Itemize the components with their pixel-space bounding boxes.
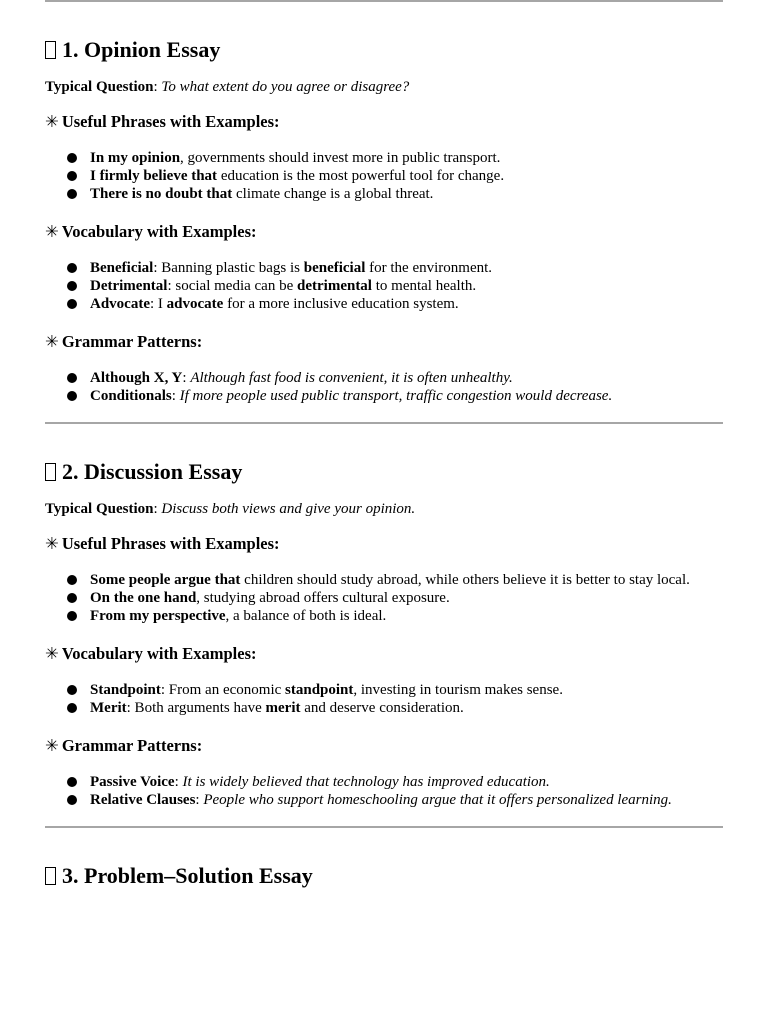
- section-title: [45, 863, 723, 889]
- list-item: [45, 185, 723, 203]
- vocab-example-pre: : Banning plastic bags is: [153, 260, 304, 276]
- filled-circle-bullet-icon: [67, 575, 77, 585]
- vocab-term: Detrimental: [90, 278, 168, 294]
- phrase-rest: education is the most powerful tool for change.: [217, 168, 505, 184]
- list-item: [45, 607, 723, 625]
- phrases-heading-text: Useful Phrases with Examples:: [61, 112, 280, 131]
- colon-separator: :: [195, 792, 204, 808]
- list-item: [45, 773, 723, 791]
- phrase-bold: I firmly believe that: [90, 168, 218, 184]
- vocab-term: Beneficial: [90, 260, 154, 276]
- section-opinion-essay: [45, 2, 723, 422]
- vocab-example-post: and deserve consideration.: [300, 700, 464, 716]
- filled-circle-bullet-icon: [67, 189, 77, 199]
- typical-question: [45, 78, 723, 96]
- list-item: [45, 149, 723, 167]
- list-item: [45, 589, 723, 607]
- grammar-heading: [45, 332, 723, 352]
- vocab-example-pre: : I: [150, 296, 167, 312]
- vocab-example-pre: : Both arguments have: [126, 700, 266, 716]
- list-item: [45, 295, 723, 313]
- missing-glyph-box-icon: [45, 463, 56, 481]
- filled-circle-bullet-icon: [67, 685, 77, 695]
- asterisk-star-icon: ✳: [45, 332, 59, 351]
- section-discussion-essay: [45, 424, 723, 826]
- phrase-rest: climate change is a global threat.: [232, 186, 434, 202]
- phrase-rest: , a balance of both is ideal.: [225, 608, 387, 624]
- phrases-list: [45, 571, 723, 625]
- document-page: [45, 0, 723, 889]
- colon-separator: :: [171, 388, 180, 404]
- list-item: [45, 369, 723, 387]
- phrase-rest: , governments should invest more in public transport.: [180, 150, 501, 166]
- filled-circle-bullet-icon: [67, 795, 77, 805]
- vocab-example-word: standpoint: [285, 682, 354, 698]
- filled-circle-bullet-icon: [67, 281, 77, 291]
- grammar-example: People who support homeschooling argue that it offers personalized learning.: [203, 792, 672, 808]
- typical-question-text: To what extent do you agree or disagree?: [161, 79, 410, 95]
- section-title-text: 3. Problem–Solution Essay: [62, 863, 313, 888]
- grammar-example: If more people used public transport, traffic congestion would decrease.: [179, 388, 613, 404]
- vocab-term: Advocate: [90, 296, 150, 312]
- grammar-heading: [45, 736, 723, 756]
- list-item: [45, 259, 723, 277]
- phrase-bold: There is no doubt that: [90, 186, 233, 202]
- phrase-bold: In my opinion: [90, 150, 181, 166]
- asterisk-star-icon: ✳: [45, 112, 59, 131]
- grammar-list: [45, 773, 723, 809]
- vocab-term: Merit: [90, 700, 127, 716]
- grammar-pattern: Conditionals: [90, 388, 172, 404]
- filled-circle-bullet-icon: [67, 263, 77, 273]
- filled-circle-bullet-icon: [67, 391, 77, 401]
- vocab-example-post: for a more inclusive education system.: [223, 296, 459, 312]
- filled-circle-bullet-icon: [67, 171, 77, 181]
- vocab-example-word: detrimental: [297, 278, 372, 294]
- section-title-text: 1. Opinion Essay: [62, 37, 221, 62]
- vocab-heading-text: Vocabulary with Examples:: [61, 644, 257, 663]
- asterisk-star-icon: ✳: [45, 222, 59, 241]
- phrase-rest: children should study abroad, while others believe it is better to stay local.: [240, 572, 690, 588]
- asterisk-star-icon: ✳: [45, 644, 59, 663]
- colon-separator: :: [153, 501, 162, 517]
- vocab-heading-text: Vocabulary with Examples:: [61, 222, 257, 241]
- grammar-example: Although fast food is convenient, it is often unhealthy.: [190, 370, 513, 386]
- phrases-heading: [45, 534, 723, 554]
- grammar-heading-text: Grammar Patterns:: [61, 736, 203, 755]
- vocab-heading: [45, 222, 723, 242]
- filled-circle-bullet-icon: [67, 153, 77, 163]
- list-item: [45, 167, 723, 185]
- grammar-list: [45, 369, 723, 405]
- vocab-heading: [45, 644, 723, 664]
- filled-circle-bullet-icon: [67, 593, 77, 603]
- list-item: [45, 699, 723, 717]
- vocab-example-word: beneficial: [303, 260, 366, 276]
- filled-circle-bullet-icon: [67, 703, 77, 713]
- vocab-example-post: to mental health.: [371, 278, 477, 294]
- vocab-example-post: for the environment.: [365, 260, 493, 276]
- filled-circle-bullet-icon: [67, 777, 77, 787]
- typical-question-label: Typical Question: [45, 79, 154, 95]
- section-title-text: 2. Discussion Essay: [62, 459, 243, 484]
- list-item: [45, 791, 723, 809]
- phrase-bold: From my perspective: [90, 608, 226, 624]
- vocab-example-pre: : social media can be: [167, 278, 297, 294]
- phrase-bold: On the one hand: [90, 590, 197, 606]
- section-problem-solution-essay: [45, 828, 723, 889]
- colon-separator: :: [182, 370, 191, 386]
- grammar-pattern: Relative Clauses: [90, 792, 196, 808]
- colon-separator: :: [153, 79, 162, 95]
- list-item: [45, 387, 723, 405]
- filled-circle-bullet-icon: [67, 299, 77, 309]
- grammar-pattern: Although X, Y: [90, 370, 183, 386]
- filled-circle-bullet-icon: [67, 611, 77, 621]
- vocab-example-word: advocate: [166, 296, 224, 312]
- colon-separator: :: [174, 774, 183, 790]
- list-item: [45, 277, 723, 295]
- filled-circle-bullet-icon: [67, 373, 77, 383]
- grammar-heading-text: Grammar Patterns:: [61, 332, 203, 351]
- list-item: [45, 681, 723, 699]
- missing-glyph-box-icon: [45, 41, 56, 59]
- phrases-list: [45, 149, 723, 203]
- phrases-heading: [45, 112, 723, 132]
- asterisk-star-icon: ✳: [45, 534, 59, 553]
- vocab-list: [45, 259, 723, 313]
- asterisk-star-icon: ✳: [45, 736, 59, 755]
- typical-question-label: Typical Question: [45, 501, 154, 517]
- list-item: [45, 571, 723, 589]
- missing-glyph-box-icon: [45, 867, 56, 885]
- vocab-list: [45, 681, 723, 717]
- vocab-example-post: , investing in tourism makes sense.: [353, 682, 563, 698]
- phrase-rest: , studying abroad offers cultural exposure.: [196, 590, 450, 606]
- grammar-pattern: Passive Voice: [90, 774, 175, 790]
- phrases-heading-text: Useful Phrases with Examples:: [61, 534, 280, 553]
- section-title: [45, 37, 723, 63]
- vocab-example-word: merit: [265, 700, 301, 716]
- typical-question-text: Discuss both views and give your opinion.: [161, 501, 416, 517]
- vocab-example-pre: : From an economic: [160, 682, 286, 698]
- typical-question: [45, 500, 723, 518]
- phrase-bold: Some people argue that: [90, 572, 241, 588]
- vocab-term: Standpoint: [90, 682, 161, 698]
- section-title: [45, 459, 723, 485]
- grammar-example: It is widely believed that technology has improved education.: [182, 774, 550, 790]
